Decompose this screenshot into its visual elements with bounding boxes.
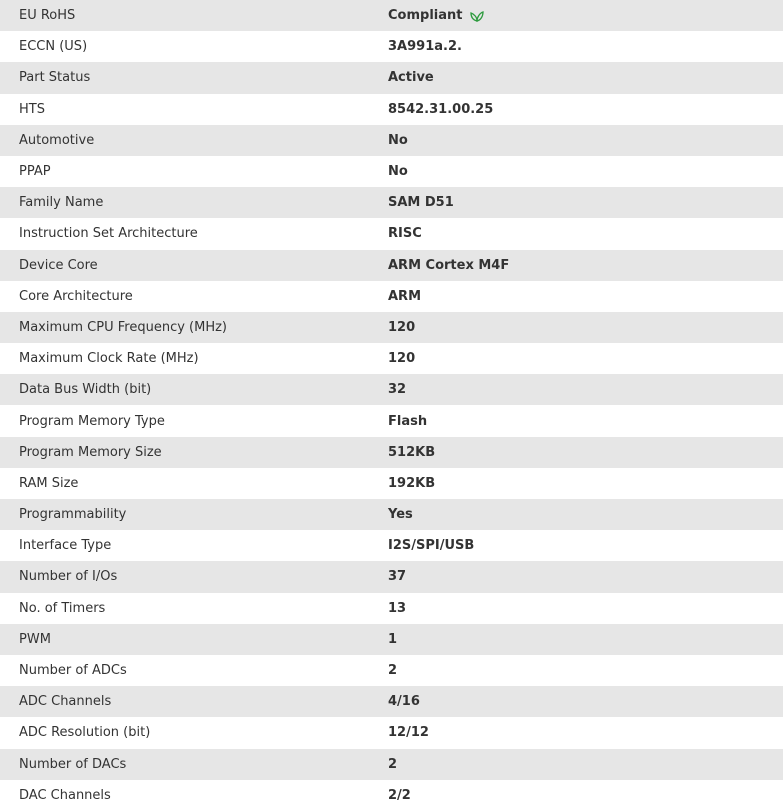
spec-value: 8542.31.00.25 [388, 101, 494, 117]
spec-row [0, 94, 783, 125]
spec-value: 3A991a.2. [388, 39, 462, 55]
spec-value: Flash [388, 413, 428, 429]
spec-row [0, 437, 783, 468]
spec-value: 2 [388, 663, 398, 679]
spec-row [0, 343, 783, 374]
spec-label: HTS [19, 101, 45, 117]
spec-value: 32 [388, 382, 407, 398]
spec-value: 1 [388, 631, 398, 647]
spec-row [0, 468, 783, 499]
spec-row [0, 655, 783, 686]
spec-label: Maximum CPU Frequency (MHz) [19, 319, 227, 335]
spec-row-eu-rohs [0, 0, 783, 31]
spec-label: EU RoHS [19, 8, 76, 24]
spec-label: Instruction Set Architecture [19, 226, 198, 242]
spec-row [0, 717, 783, 748]
spec-value: ARM [388, 288, 422, 304]
spec-value: 120 [388, 351, 416, 367]
spec-value: Active [388, 70, 434, 86]
spec-value: 12/12 [388, 725, 429, 741]
spec-row [0, 156, 783, 187]
spec-label: PWM [19, 631, 51, 647]
spec-value: SAM D51 [388, 195, 454, 211]
spec-label: Automotive [19, 132, 95, 148]
spec-value: 192KB [388, 475, 436, 491]
spec-row [0, 250, 783, 281]
spec-label: ECCN (US) [19, 39, 88, 55]
spec-label: Device Core [19, 257, 98, 273]
spec-row [0, 218, 783, 249]
spec-row [0, 686, 783, 717]
spec-value: 512KB [388, 444, 436, 460]
spec-label: Number of ADCs [19, 663, 127, 679]
spec-label: Interface Type [19, 538, 112, 554]
spec-row [0, 374, 783, 405]
spec-value: RISC [388, 226, 422, 242]
spec-label: RAM Size [19, 475, 79, 491]
spec-value: No [388, 164, 408, 180]
spec-label: Program Memory Size [19, 444, 162, 460]
spec-label: Core Architecture [19, 288, 133, 304]
spec-row [0, 749, 783, 780]
spec-label: Family Name [19, 195, 104, 211]
spec-value: 37 [388, 569, 407, 585]
spec-label: ADC Channels [19, 694, 112, 710]
spec-value: I2S/SPI/USB [388, 538, 475, 554]
spec-row [0, 499, 783, 530]
spec-row [0, 187, 783, 218]
spec-value: 120 [388, 319, 416, 335]
spec-label: DAC Channels [19, 787, 111, 803]
spec-value-wrap [388, 8, 783, 23]
spec-label: Programmability [19, 507, 127, 523]
leaf-icon [470, 10, 484, 22]
spec-label: No. of Timers [19, 600, 106, 616]
spec-row [0, 561, 783, 592]
spec-row [0, 405, 783, 436]
spec-row [0, 312, 783, 343]
spec-row [0, 31, 783, 62]
spec-row [0, 62, 783, 93]
spec-value: No [388, 132, 408, 148]
spec-label: Program Memory Type [19, 413, 165, 429]
spec-label: PPAP [19, 164, 51, 180]
spec-label: Number of DACs [19, 756, 127, 772]
spec-value: 2/2 [388, 787, 411, 803]
spec-row [0, 281, 783, 312]
spec-row [0, 624, 783, 655]
spec-value: 4/16 [388, 694, 420, 710]
spec-value: Compliant [388, 8, 463, 24]
spec-value: 2 [388, 756, 398, 772]
spec-row [0, 125, 783, 156]
spec-row [0, 530, 783, 561]
spec-label: Part Status [19, 70, 91, 86]
spec-label: Data Bus Width (bit) [19, 382, 152, 398]
spec-row [0, 593, 783, 624]
spec-label: Maximum Clock Rate (MHz) [19, 351, 199, 367]
spec-value: 13 [388, 600, 407, 616]
spec-row [0, 780, 783, 811]
spec-value: Yes [388, 507, 413, 523]
spec-value: ARM Cortex M4F [388, 257, 510, 273]
spec-label: ADC Resolution (bit) [19, 725, 151, 741]
spec-label: Number of I/Os [19, 569, 118, 585]
